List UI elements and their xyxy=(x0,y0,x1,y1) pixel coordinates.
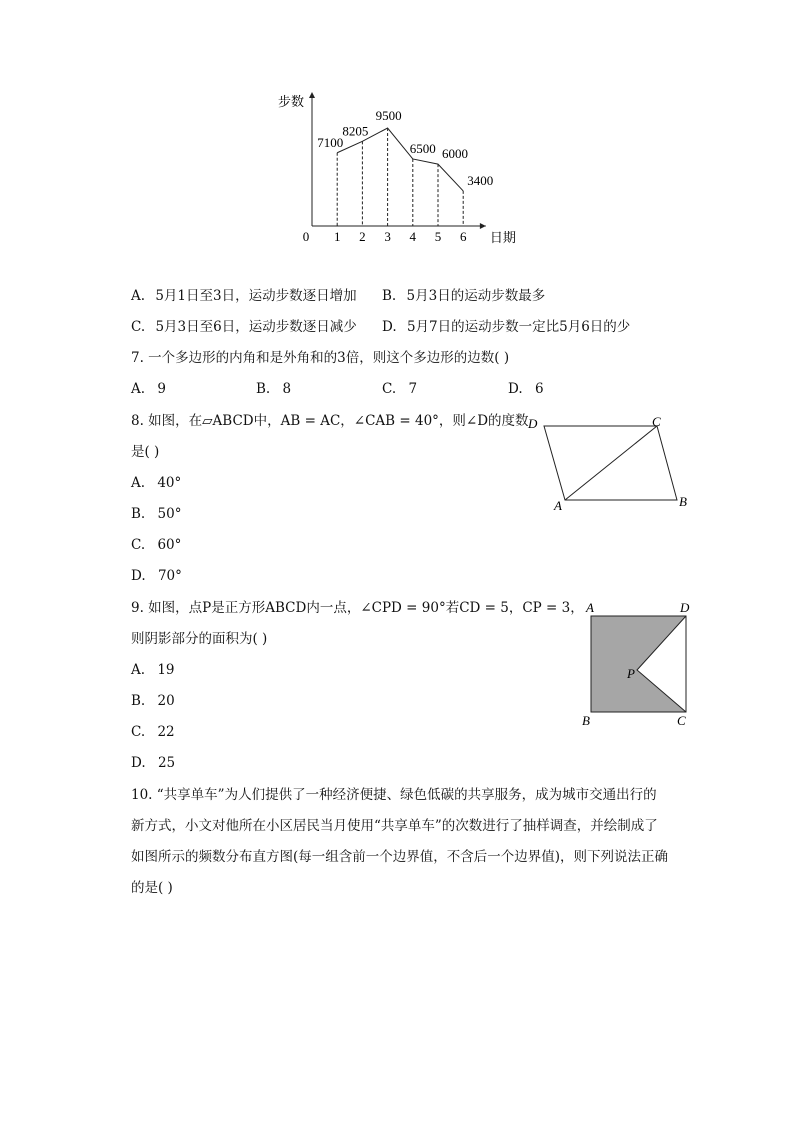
q8-option-c-value: 60° xyxy=(157,537,182,553)
q7-option-d-letter: D. xyxy=(508,381,523,397)
data-point-label: 7100 xyxy=(317,134,344,150)
q7-option-b-letter: B. xyxy=(256,381,271,397)
q9-stem-line2: 则阴影部分的面积为( ) xyxy=(131,631,268,647)
q8-option-a-value: 40° xyxy=(157,475,182,491)
q6-option-b-text: 5月3日的运动步数最多 xyxy=(406,288,546,304)
parallelogram-figure xyxy=(522,412,702,516)
label-d: D xyxy=(680,600,690,615)
q6-option-d-text: 5月7日的运动步数一定比5月6日的少 xyxy=(406,319,631,335)
q7-option-b xyxy=(256,380,291,398)
shaded-region xyxy=(591,616,686,712)
x-tick-label: 4 xyxy=(409,229,417,244)
q6-option-c-text: 5月3日至6日，运动步数逐日减少 xyxy=(155,319,357,335)
q9-option-c xyxy=(131,723,175,741)
q7-option-d-value: 6 xyxy=(534,381,544,397)
q8-option-c-letter: C. xyxy=(131,537,146,553)
q9-option-c-value: 22 xyxy=(157,724,175,740)
q10-line1: 10. “共享单车”为人们提供了一种经济便捷、绿色低碳的共享服务，成为城市交通出行的 xyxy=(131,787,657,803)
q6-option-b xyxy=(382,287,545,305)
square-shaded-figure xyxy=(576,598,700,732)
label-b: B xyxy=(582,713,590,728)
q8-option-a xyxy=(131,474,181,492)
data-point-label: 8205 xyxy=(342,123,369,139)
q8-option-a-letter: A. xyxy=(131,475,146,491)
q7-option-c-letter: C. xyxy=(382,381,397,397)
q8-option-d-letter: D. xyxy=(131,568,146,584)
q7-option-c xyxy=(382,380,417,398)
x-axis-arrow xyxy=(480,223,486,229)
q7-option-a-letter: A. xyxy=(131,381,146,397)
q7-option-a xyxy=(131,380,166,398)
x-tick-label: 2 xyxy=(359,229,366,244)
q6-option-b-letter: B. xyxy=(382,288,397,304)
label-d: D xyxy=(528,416,538,431)
data-point-label: 6500 xyxy=(409,140,436,156)
q9-stem-line1: 9. 如图，点P是正方形ABCD内一点，∠CPD = 90°若CD = 5，CP = 3， xyxy=(131,600,584,616)
x-tick-label: 1 xyxy=(333,229,341,244)
label-p: P xyxy=(627,666,635,681)
step-count-line-chart xyxy=(270,88,530,253)
q8-stem-line1: 8. 如图，在▱ABCD中，AB = AC，∠CAB = 40°，则∠D的度数 xyxy=(131,413,529,429)
y-axis-arrow xyxy=(309,92,315,98)
label-b: B xyxy=(679,494,687,509)
q10-line3: 如图所示的频数分布直方图(每一组含前一个边界值，不含后一个边界值)，则下列说法正确 xyxy=(131,849,669,865)
q8-option-b xyxy=(131,505,181,523)
label-c: C xyxy=(677,713,686,728)
x-axis-label: 日期 xyxy=(489,230,516,245)
q9-option-c-letter: C. xyxy=(131,724,146,740)
origin-label: 0 xyxy=(302,229,310,244)
data-point-label: 9500 xyxy=(375,108,402,123)
q9-option-b xyxy=(131,692,175,710)
q7-option-b-value: 8 xyxy=(282,381,292,397)
q8-stem-line2: 是( ) xyxy=(131,444,160,460)
q6-option-c-letter: C. xyxy=(131,319,146,335)
q7-option-d xyxy=(508,380,544,398)
x-tick-label: 5 xyxy=(434,229,442,244)
q8-option-d-value: 70° xyxy=(157,568,182,584)
q9-option-a xyxy=(131,661,175,679)
q7-option-c-value: 7 xyxy=(408,381,418,397)
q6-option-d-letter: D. xyxy=(382,319,397,335)
q9-option-a-letter: A. xyxy=(131,662,146,678)
q6-option-d xyxy=(382,318,630,336)
q9-option-d-value: 25 xyxy=(157,755,176,771)
q8-option-d xyxy=(131,567,182,585)
q10-line4: 的是( ) xyxy=(131,880,173,896)
data-point-label: 3400 xyxy=(467,172,494,188)
label-c: C xyxy=(652,414,661,429)
diagonal-ac xyxy=(565,426,657,500)
q6-option-a xyxy=(131,287,357,305)
label-a: A xyxy=(586,600,594,615)
q7-stem: 7. 一个多边形的内角和是外角和的3倍，则这个多边形的边数( ) xyxy=(131,350,510,366)
q9-option-b-value: 20 xyxy=(157,693,175,709)
q8-option-c xyxy=(131,536,181,554)
q8-option-b-letter: B. xyxy=(131,506,146,522)
q9-option-a-value: 19 xyxy=(157,662,175,678)
q6-option-c xyxy=(131,318,357,336)
q9-option-d-letter: D. xyxy=(131,755,146,771)
q7-option-a-value: 9 xyxy=(157,381,166,397)
data-point-label: 6000 xyxy=(442,146,468,162)
q9-option-d xyxy=(131,754,175,772)
q6-option-a-letter: A. xyxy=(131,288,146,304)
label-a: A xyxy=(554,498,562,513)
q8-option-b-value: 50° xyxy=(157,506,182,522)
q6-option-a-text: 5月1日至3日，运动步数逐日增加 xyxy=(155,288,357,304)
q10-line2: 新方式，小文对他所在小区居民当月使用“共享单车”的次数进行了抽样调查，并绘制成了 xyxy=(131,818,658,834)
q9-option-b-letter: B. xyxy=(131,693,146,709)
y-axis-label: 步数 xyxy=(278,94,305,109)
x-tick-label: 3 xyxy=(384,229,391,244)
x-tick-label: 6 xyxy=(459,229,467,244)
